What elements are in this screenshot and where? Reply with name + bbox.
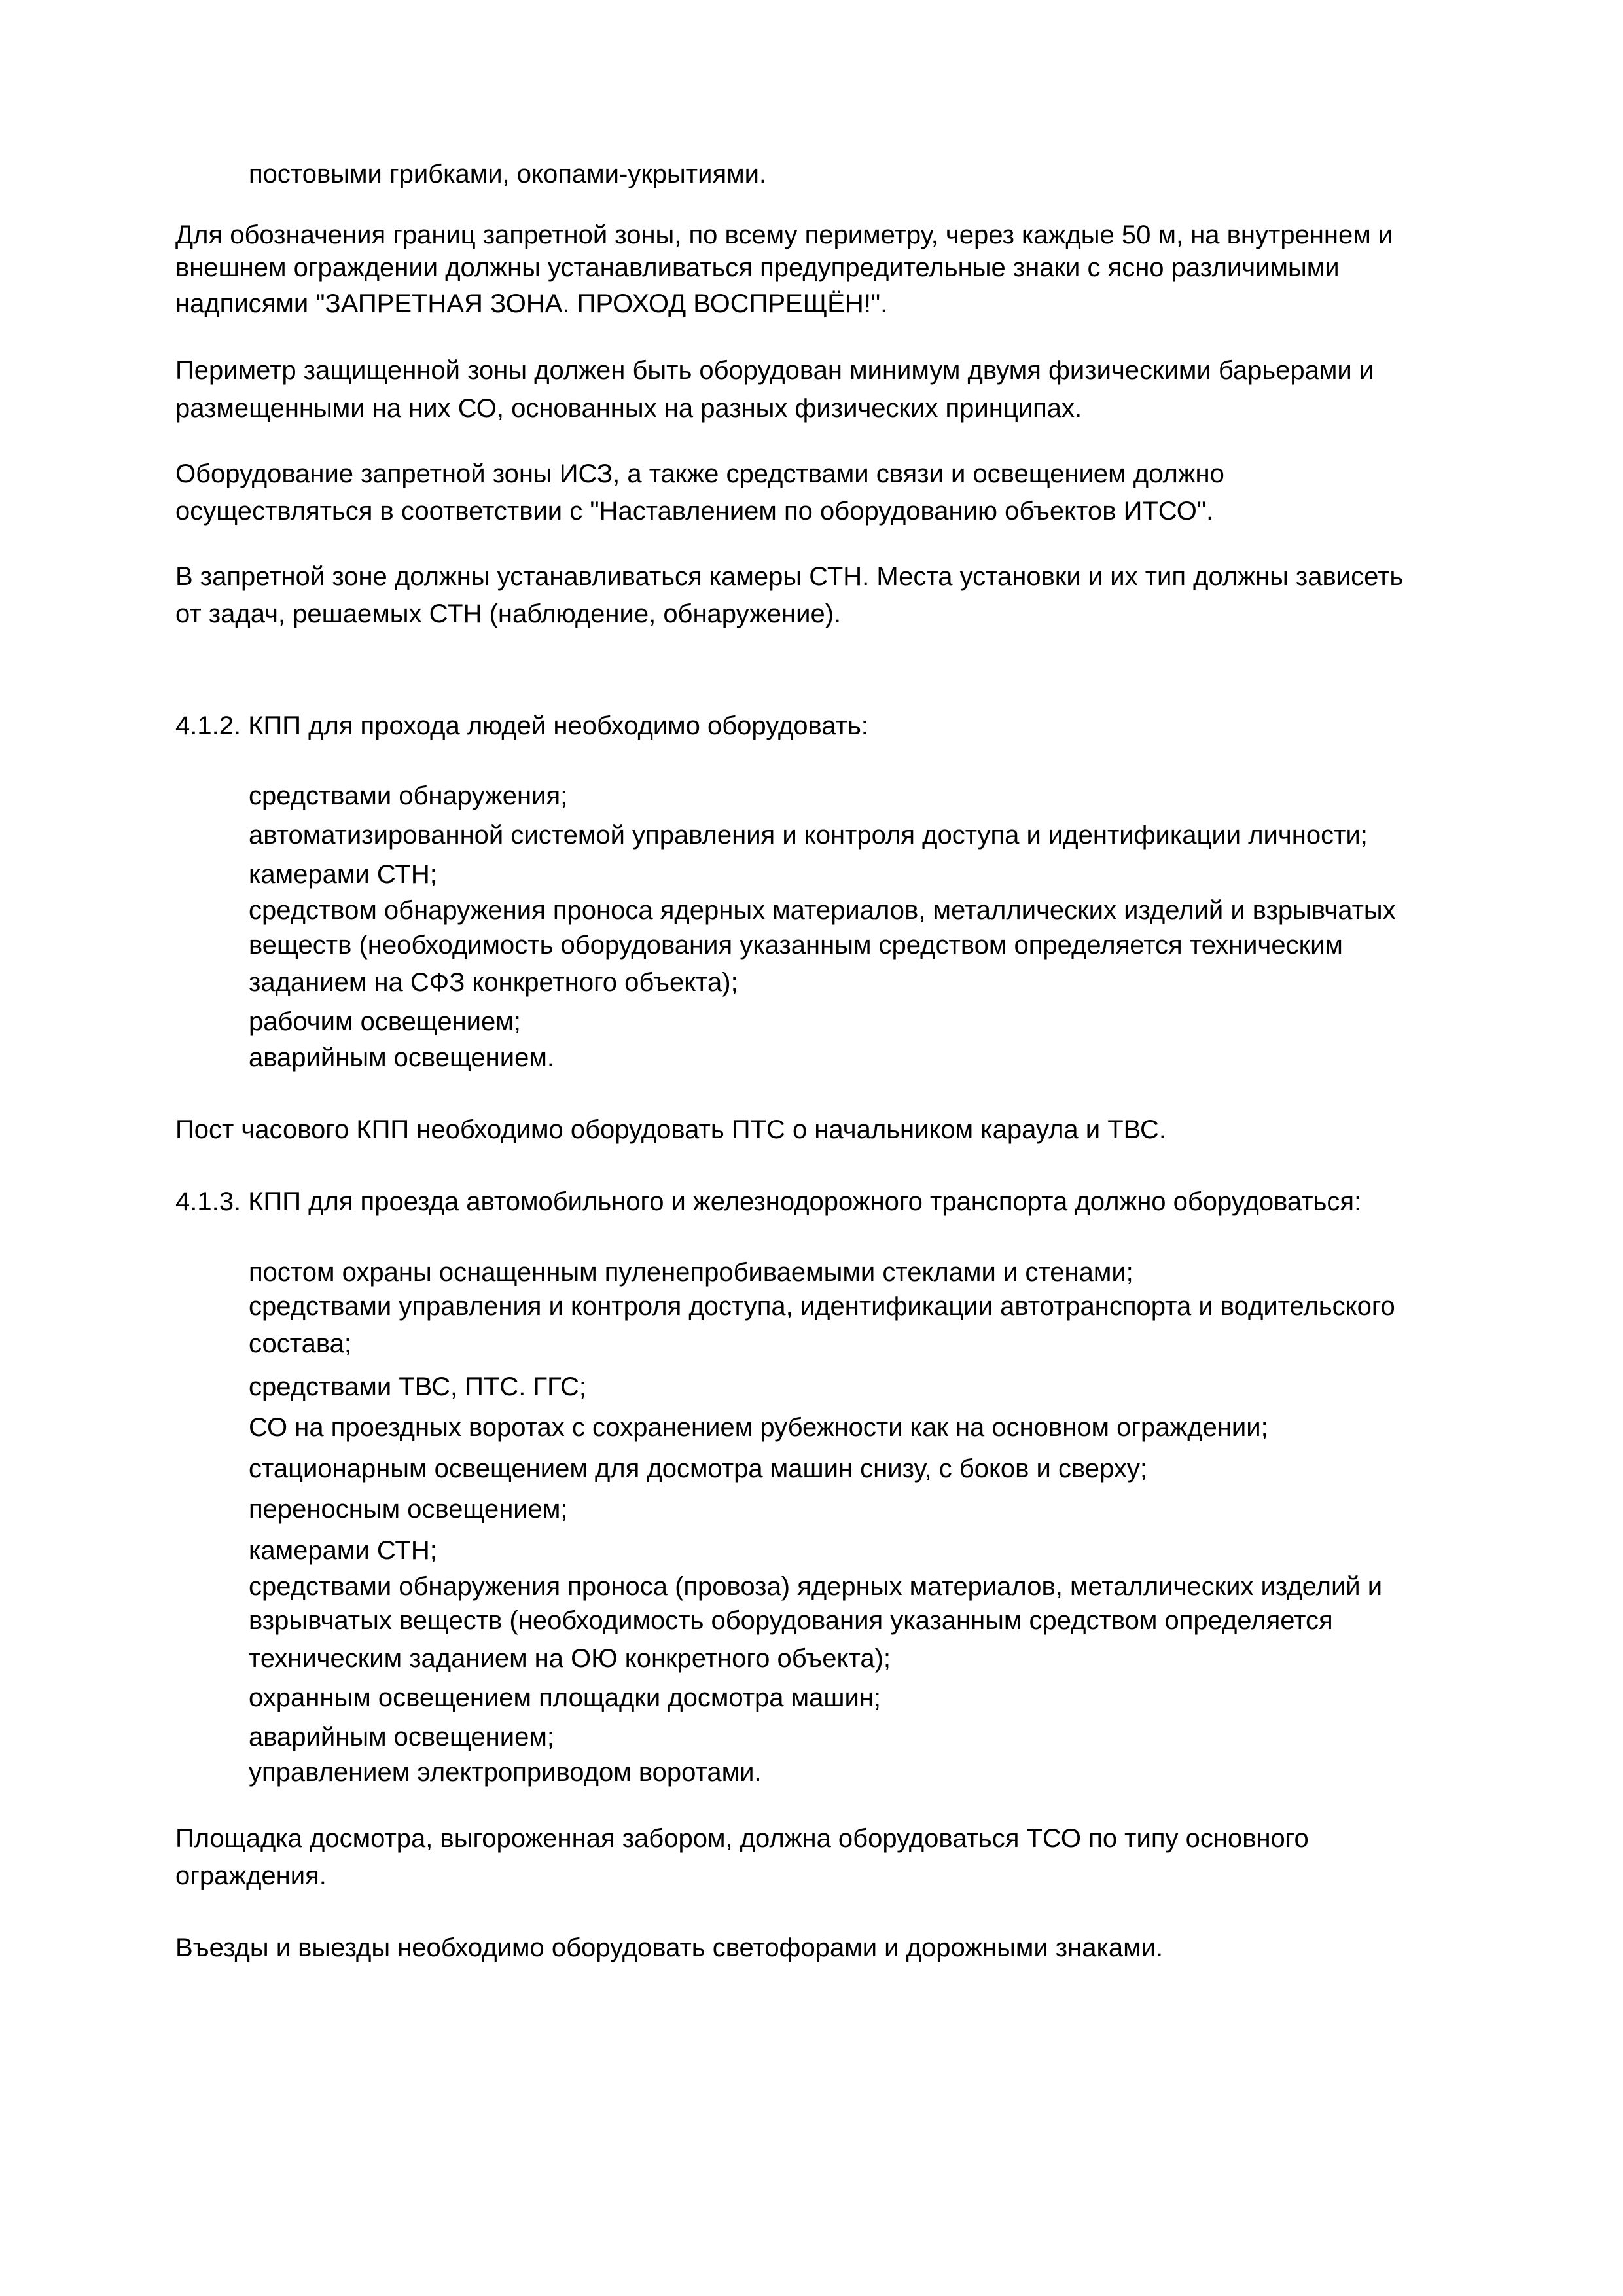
- list-item: рабочим освещением;: [249, 1007, 521, 1036]
- list-item: средствами управления и контроля доступа, идентификации автотранспорта и водительского: [249, 1292, 1395, 1321]
- list-item: заданием на СФЗ конкретного объекта);: [249, 968, 738, 997]
- list-item: постом охраны оснащенным пуленепробиваемыми стеклами и стенами;: [249, 1258, 1133, 1287]
- intro-list-item: постовыми грибками, окопами-укрытиями.: [249, 160, 767, 188]
- paragraph-line: Периметр защищенной зоны должен быть оборудован минимум двумя физическими барьерами и: [175, 356, 1374, 385]
- section-heading-4-1-3: 4.1.3. КПП для проезда автомобильного и железнодорожного транспорта должно оборудоваться:: [175, 1187, 1362, 1216]
- paragraph-line: Площадка досмотра, выгороженная забором, должна оборудоваться ТСО по типу основного: [175, 1824, 1309, 1853]
- paragraph-line: осуществляться в соответствии с "Наставлением по оборудованию объектов ИТСО".: [175, 497, 1214, 526]
- list-item: аварийным освещением;: [249, 1723, 554, 1751]
- paragraph-line: Въезды и выезды необходимо оборудовать светофорами и дорожными знаками.: [175, 1933, 1164, 1962]
- list-item: камерами СТН;: [249, 860, 437, 889]
- list-item: автоматизированной системой управления и контроля доступа и идентификации личности;: [249, 821, 1368, 850]
- list-item: управлением электроприводом воротами.: [249, 1758, 762, 1787]
- list-item: взрывчатых веществ (необходимость оборудования указанным средством определяется: [249, 1606, 1333, 1635]
- list-item: стационарным освещением для досмотра машин снизу, с боков и сверху;: [249, 1454, 1147, 1483]
- paragraph-line: надписями "ЗАПРЕТНАЯ ЗОНА. ПРОХОД ВОСПРЕЩЁН!".: [175, 289, 888, 318]
- list-item: веществ (необходимость оборудования указанным средством определяется техническим: [249, 931, 1343, 960]
- list-item: техническим заданием на ОЮ конкретного объекта);: [249, 1644, 891, 1673]
- list-item: средством обнаружения проноса ядерных материалов, металлических изделий и взрывчатых: [249, 896, 1396, 925]
- list-item: переносным освещением;: [249, 1495, 568, 1524]
- list-item: аварийным освещением.: [249, 1043, 554, 1072]
- list-item: СО на проездных воротах с сохранением рубежности как на основном ограждении;: [249, 1413, 1268, 1442]
- list-item: охранным освещением площадки досмотра машин;: [249, 1683, 882, 1712]
- list-item: средствами ТВС, ПТС. ГГС;: [249, 1372, 586, 1401]
- list-item: камерами СТН;: [249, 1536, 437, 1565]
- paragraph-line: Для обозначения границ запретной зоны, по всему периметру, через каждые 50 м, на внутреннем и: [175, 221, 1393, 249]
- paragraph-line: Оборудование запретной зоны ИСЗ, а также средствами связи и освещением должно: [175, 459, 1224, 488]
- paragraph-line: ограждения.: [175, 1861, 327, 1890]
- paragraph-line: внешнем ограждении должны устанавливаться предупредительные знаки с ясно различимыми: [175, 253, 1340, 282]
- list-item: средствами обнаружения проноса (провоза) ядерных материалов, металлических изделий и: [249, 1572, 1383, 1601]
- list-item: состава;: [249, 1329, 351, 1358]
- paragraph-line: размещенными на них СО, основанных на разных физических принципах.: [175, 394, 1082, 423]
- paragraph-line: Пост часового КПП необходимо оборудовать ПТС о начальником караула и ТВС.: [175, 1115, 1167, 1144]
- paragraph-line: от задач, решаемых СТН (наблюдение, обнаружение).: [175, 600, 842, 628]
- paragraph-line: В запретной зоне должны устанавливаться камеры СТН. Места установки и их тип должны зависеть: [175, 562, 1404, 591]
- list-item: средствами обнаружения;: [249, 781, 568, 810]
- section-heading-4-1-2: 4.1.2. КПП для прохода людей необходимо оборудовать:: [175, 711, 868, 740]
